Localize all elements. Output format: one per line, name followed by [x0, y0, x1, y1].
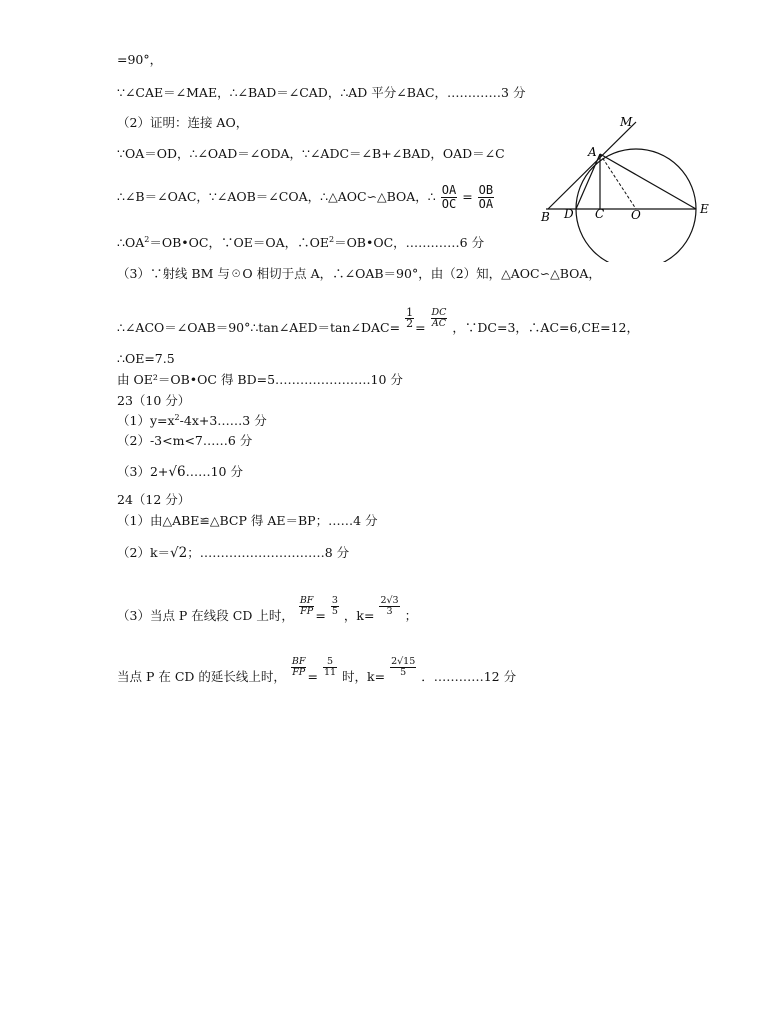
fraction-half: $\frac{1}{2}$ — [406, 306, 414, 330]
label-b: B — [541, 210, 550, 224]
sqrt-6: √6 — [168, 464, 186, 480]
fraction-bf-fp-2: $\frac{BF}{FP}$ — [291, 656, 306, 678]
segment-ae — [600, 154, 696, 209]
line-7: （3）∵射线 BM 与☉O 相切于点 A，∴∠OAB＝90°，由（2）知，△AOC∽△BOA， — [117, 266, 601, 281]
label-a: A — [588, 145, 597, 159]
line-5-text: ∴∠B＝∠OAC，∵∠AOB＝∠COA，∴△AOC∽△BOA，∴ — [117, 189, 436, 204]
line-18: （3）当点 P 在线段 CD 上时， $\frac{BF}{FP}$ = $\frac{3}{5}$ ，k= $\frac{2√3}{3}$ ； — [117, 595, 418, 623]
line-12: $(1)y=x^2-4x+3\dots\dots 3$ 分 — [117, 412, 267, 428]
line-17: （2）k＝√2；…………………………8 分 — [117, 545, 350, 561]
label-e: E — [700, 202, 709, 216]
dashed-segment-ao — [600, 154, 636, 209]
line-15: 24（12 分） — [117, 492, 191, 507]
fraction-oa-oc: $\frac{OA}{OC}$ — [441, 183, 457, 211]
equals-sign: = — [462, 189, 473, 204]
label-d: D — [564, 207, 574, 221]
fraction-5-11: $\frac{5}{11}$ — [323, 656, 337, 678]
segment-ad — [576, 154, 600, 209]
fraction-bf-fp-1: $\frac{BF}{FP}$ — [299, 595, 314, 617]
line-13: （2）-3<m<7……6 分 — [117, 433, 253, 448]
line-10: 由 OE²＝OB•OC 得 BD=5……………….….10 分 — [117, 372, 403, 387]
sqrt-2: √2 — [170, 545, 188, 561]
fraction-2sqrt15-5: $\frac{2√15}{5}$ — [391, 656, 416, 678]
line-1: =90°， — [117, 52, 163, 67]
line-14: （3）2+√6……10 分 — [117, 464, 243, 480]
fraction-ob-oa: $\frac{OB}{OA}$ — [478, 183, 494, 211]
line-9: ∴OE=7.5 — [117, 351, 175, 366]
circle-o — [576, 149, 696, 262]
geometry-figure — [538, 112, 718, 262]
tangent-line-bm — [548, 122, 636, 209]
label-c: C — [595, 207, 605, 221]
line-19: 当点 P 在 CD 的延长线上时， $\frac{BF}{FP}$ = $\frac{5}{11}$ 时，k= $\frac{2√15}{5}$ ．…………12 分 — [117, 656, 517, 684]
line-8: ∴∠ACO＝∠OAB＝90°∴tan∠AED＝tan∠DAC= $\frac{1}{2}$ = $\frac{DC}{AC}$ ，∵DC=3，∴AC=6,CE=12， — [117, 306, 639, 335]
fraction-3-5: $\frac{3}{5}$ — [331, 595, 338, 617]
line-6: $\therefore OA^2=OB•OC$，∵OE＝OA，$\therefore OE^2=OB•OC$，…….……6 分 — [117, 234, 485, 250]
line-3: （2）证明：连接 AO， — [117, 115, 249, 130]
line-2: ∵∠CAE＝∠MAE，∴∠BAD＝∠CAD，∴AD 平分∠BAC，…….……3 分 — [117, 85, 526, 100]
fraction-2sqrt3-3: $\frac{2√3}{3}$ — [380, 595, 399, 617]
line-4: ∵OA＝OD，∴∠OAD＝∠ODA，∵∠ADC＝∠B+∠BAD，OAD＝∠C — [117, 146, 505, 161]
line-16: （1）由△ABE≌△BCP 得 AE＝BP；……4 分 — [117, 513, 378, 528]
line-5 — [117, 184, 495, 211]
fraction-dc-ac: $\frac{DC}{AC}$ — [431, 307, 447, 329]
label-o: O — [631, 208, 641, 222]
label-m: M — [620, 115, 633, 129]
line-11: 23（10 分） — [117, 393, 191, 408]
